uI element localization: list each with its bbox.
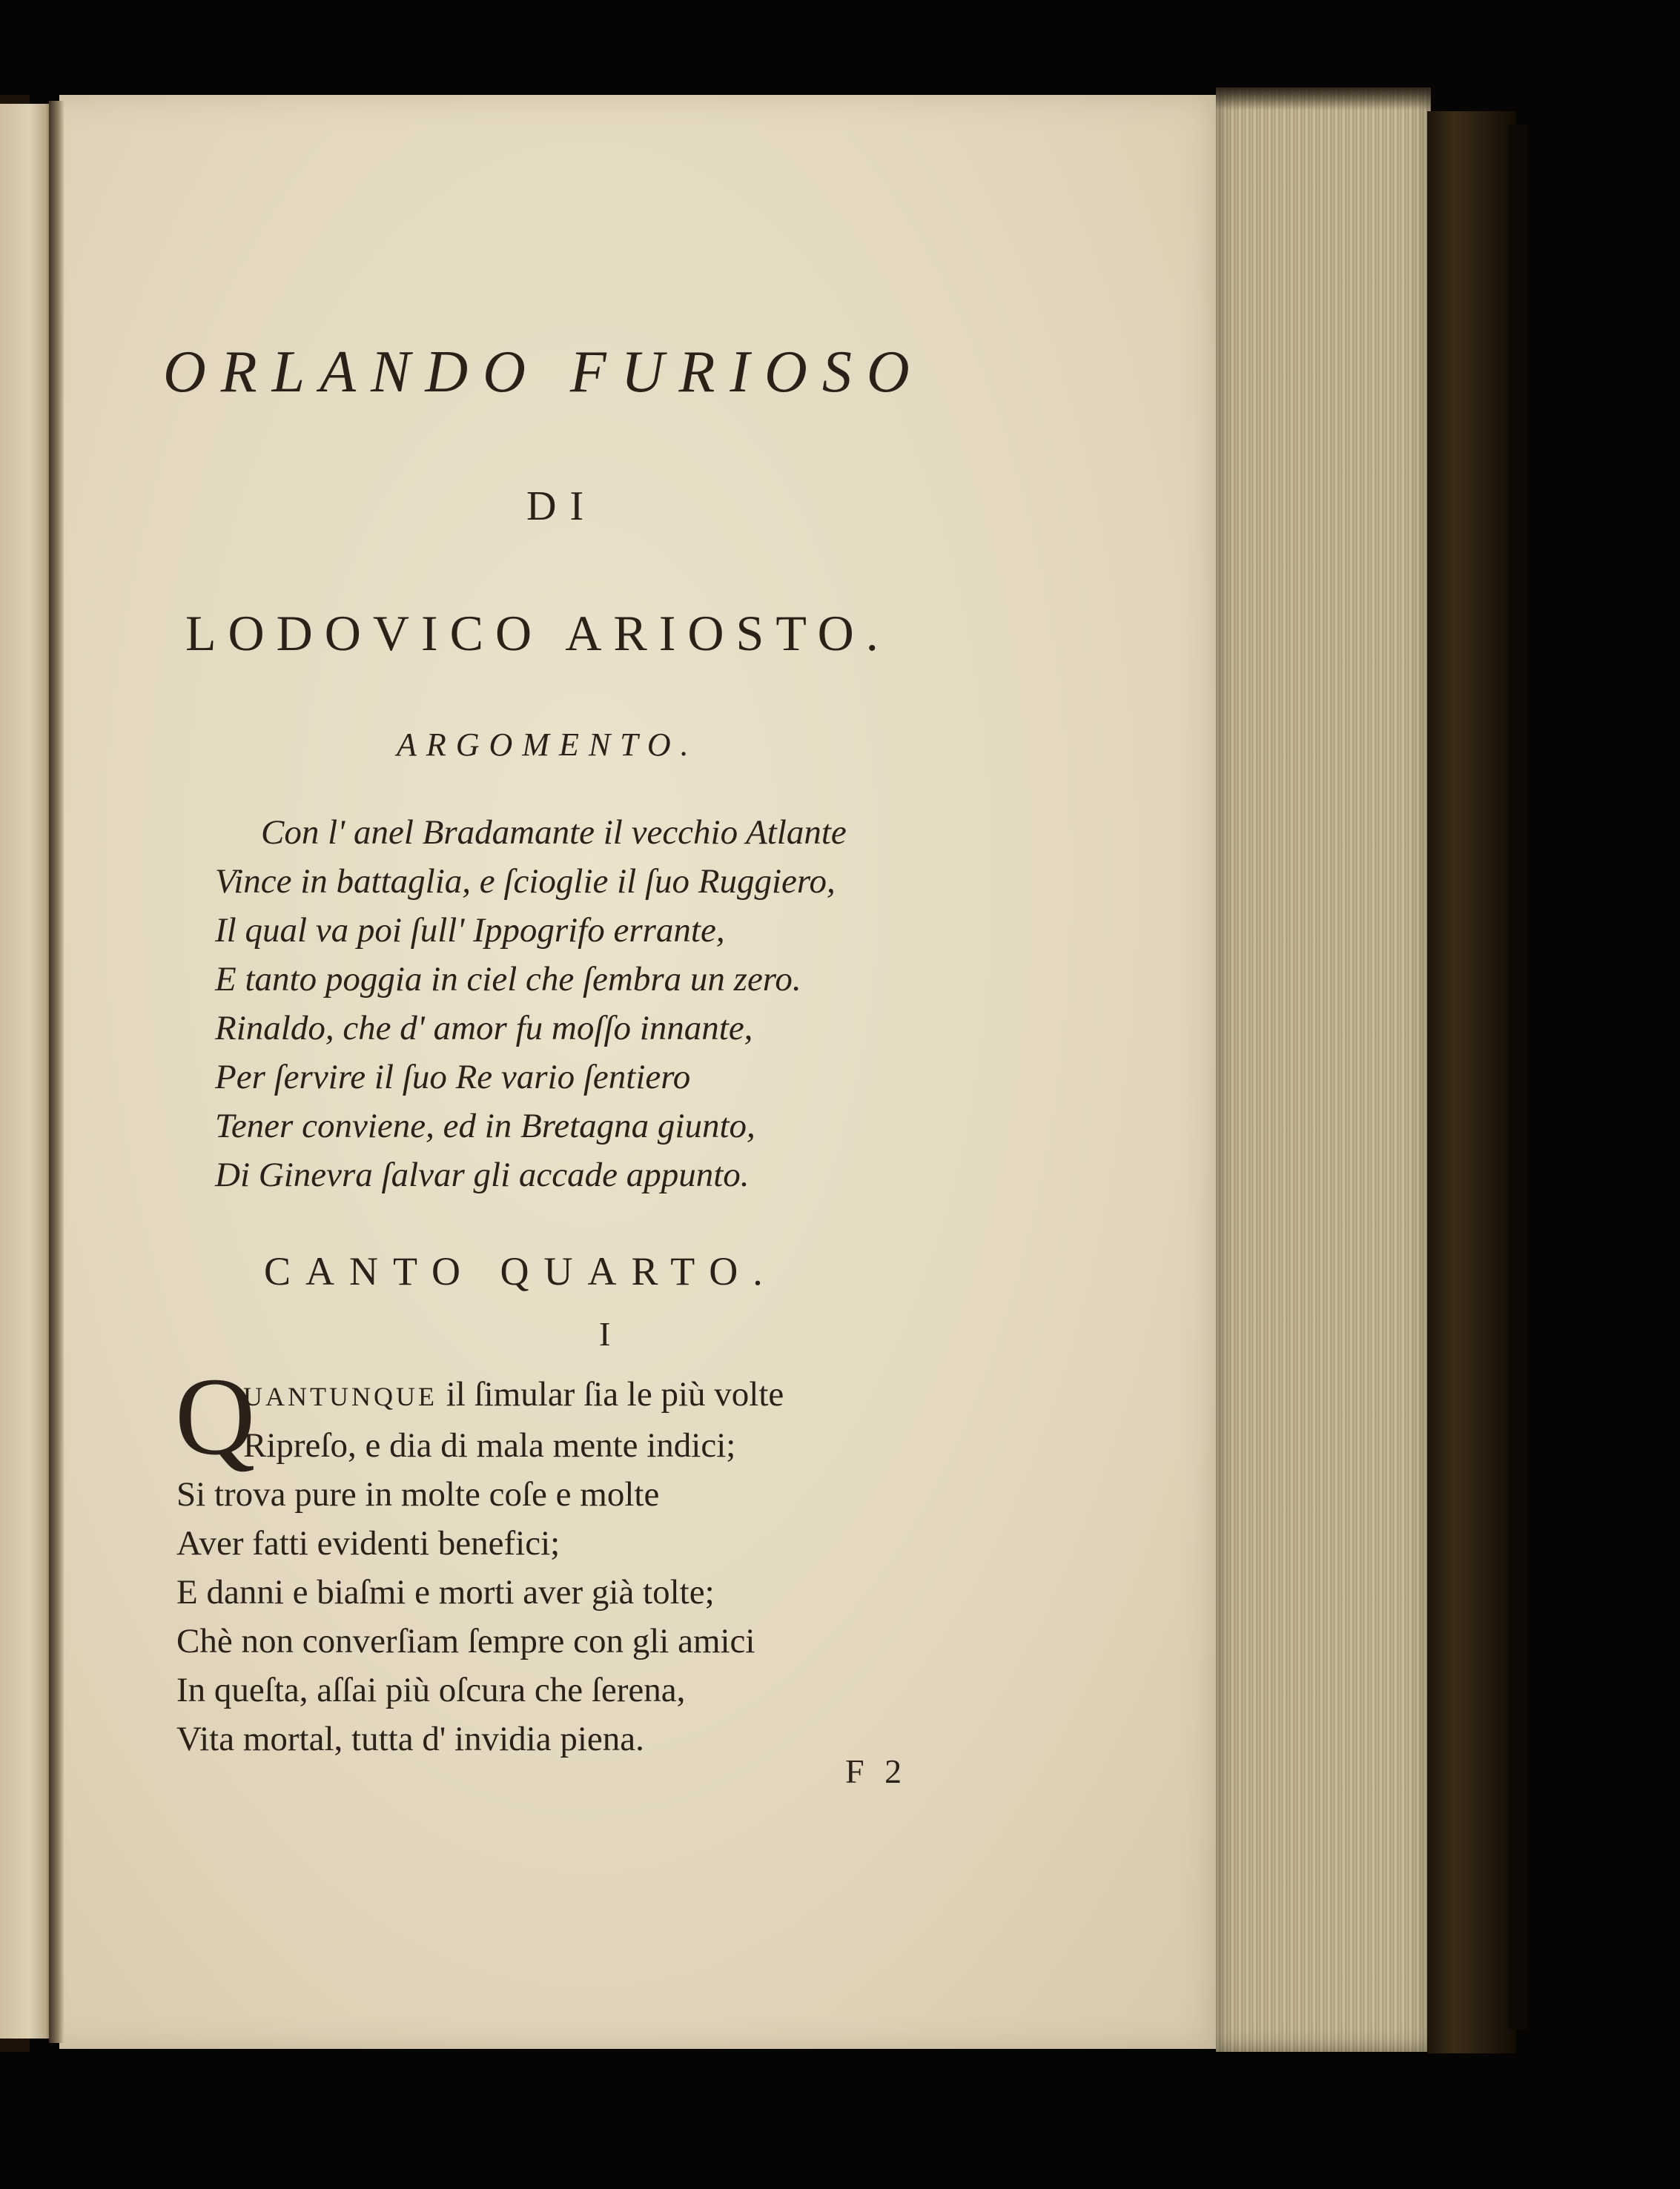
- stanza-line: E danni e biaſmi e morti aver già tolte;: [176, 1573, 715, 1612]
- argument-line: Di Ginevra ſalvar gli accade appunto.: [215, 1156, 750, 1194]
- binding-edge: [1509, 125, 1527, 2030]
- first-word-smallcaps: UANTUNQUE: [243, 1382, 437, 1411]
- stanza-line: Ripreſo, e dia di mala mente indici;: [243, 1426, 736, 1465]
- stanza-line: In queſta, aſſai più oſcura che ſerena,: [176, 1671, 686, 1709]
- stanza-line: Chè non converſiam ſempre con gli amici: [176, 1622, 755, 1660]
- by-line: DI: [526, 483, 598, 529]
- stanza-line-first: [176, 1370, 784, 1421]
- argument-line: Vince in battaglia, e ſcioglie il ſuo Ruggiero,: [215, 862, 836, 901]
- signature-mark: F 2: [845, 1752, 908, 1790]
- first-line-rest: il ſimular ſia le più volte: [437, 1375, 784, 1414]
- page-block-shadow: [1216, 87, 1431, 110]
- argument-line: Tener conviene, ed in Bretagna giunto,: [215, 1107, 755, 1145]
- page-gutter: [49, 101, 64, 2043]
- work-title: ORLANDO FURIOSO: [163, 340, 925, 405]
- drop-cap: Q: [175, 1355, 256, 1478]
- argument-verse: [215, 808, 847, 1199]
- canto-heading: CANTO QUARTO.: [264, 1249, 778, 1294]
- argument-line: Per ſervire il ſuo Re vario ſentiero: [215, 1058, 691, 1096]
- stanza-verse: [176, 1370, 784, 1764]
- argument-line: Rinaldo, che d' amor fu moſſo innante,: [215, 1009, 753, 1047]
- argument-line: Il qual va poi ſull' Ippogrifo errante,: [215, 911, 725, 950]
- page-block-edges: [1216, 87, 1431, 2052]
- leather-binding: [1427, 111, 1516, 2053]
- argument-heading: ARGOMENTO.: [397, 726, 698, 763]
- stanza-number: I: [599, 1315, 611, 1353]
- argument-line: Con l' anel Bradamante il vecchio Atlante: [261, 813, 847, 852]
- stanza-line: Aver fatti evidenti benefici;: [176, 1524, 560, 1563]
- stanza-line: Si trova pure in molte coſe e molte: [176, 1475, 660, 1514]
- left-page-edge: [0, 104, 53, 2039]
- author-name: LODOVICO ARIOSTO.: [185, 605, 890, 661]
- stanza-line: Vita mortal, tutta d' invidia piena.: [176, 1720, 644, 1758]
- argument-line: E tanto poggia in ciel che ſembra un zero.: [215, 960, 801, 999]
